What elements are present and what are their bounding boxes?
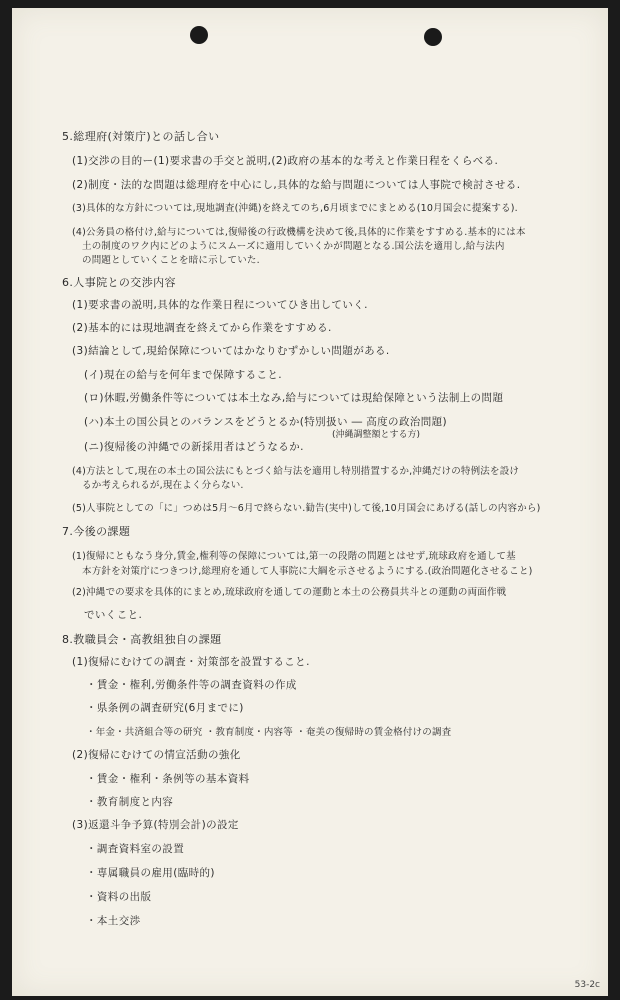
s8-item-3-bullet-3: ・資料の出版 <box>86 891 152 903</box>
s6-item-5: (5)人事院としての「に」つめは5月〜6月で終らない.勧告(実中)して後,10月国会にあげる(話しの内容から) <box>72 503 541 514</box>
s8-item-3: (3)返還斗争予算(特別会計)の設定 <box>72 819 239 831</box>
s7-item-2-line-1: (2)沖縄での要求を具体的にまとめ,琉球政府を通しての運動と本土の公務員共斗との運動の両面作戦 <box>72 587 507 598</box>
s5-item-4-line-2: 土の制度のワク内にどのようにスムーズに適用していくかが問題となる.国公法を適用し,給与法内 <box>82 241 505 252</box>
s8-item-3-bullet-2: ・専属職員の雇用(臨時的) <box>86 867 215 879</box>
s7-item-2-line-2: でいくこと. <box>84 609 143 621</box>
s8-item-2-bullet-1: ・賃金・権利・条例等の基本資料 <box>86 773 250 785</box>
s6-item-3-b: (ロ)休暇,労働条件等については本土なみ,給与については現給保障という法制上の問題 <box>84 392 504 404</box>
catalog-number: 53-2c <box>574 980 600 990</box>
s6-item-4-line-1: (4)方法として,現在の本土の国公法にもとづく給与法を適用し特別措置するか,沖縄だけの特例法を設け <box>72 466 520 477</box>
section-7-heading: 7.今後の課題 <box>62 525 131 538</box>
s8-item-1-bullet-1: ・賃金・権利,労働条件等の調査資料の作成 <box>86 679 297 691</box>
s7-item-1-line-1: (1)復帰にともなう身分,賃金,権利等の保障については,第一の段階の問題とはせず,琉球政府を通して基 <box>72 551 516 562</box>
s5-item-3: (3)具体的な方針については,現地調査(沖縄)を終えてのち,6月頃までにまとめる(10月国会に提案する). <box>72 203 518 214</box>
s8-item-1-bullet-3: ・年金・共済組合等の研究 ・教育制度・内容等 ・奄美の復帰時の賃金格付けの調査 <box>86 727 452 738</box>
s8-item-2-bullet-2: ・教育制度と内容 <box>86 796 174 808</box>
s6-item-2: (2)基本的には現地調査を終えてから作業をすすめる. <box>72 322 332 334</box>
punch-hole-right <box>424 28 442 46</box>
s6-item-3: (3)結論として,現給保障についてはかなりむずかしい問題がある. <box>72 345 390 357</box>
section-8-heading: 8.教職員会・高教組独自の課題 <box>62 633 222 646</box>
s6-item-3-a: (イ)現在の給与を何年まで保障すること. <box>84 369 283 381</box>
document-page <box>12 8 608 996</box>
s6-item-3-c: (ハ)本土の国公員とのバランスをどうとるか(特別扱い ― 高度の政治問題) <box>84 416 448 428</box>
s5-item-2: (2)制度・法的な問題は総理府を中心にし,具体的な給与問題については人事院で検討させる. <box>72 179 521 191</box>
s6-item-3-c-note: (沖縄調整額とする方) <box>332 430 421 440</box>
s8-item-1: (1)復帰にむけての調査・対策部を設置すること. <box>72 656 310 668</box>
s8-item-3-bullet-1: ・調査資料室の設置 <box>86 843 185 855</box>
s6-item-4-line-2: るか考えられるが,現在よく分らない. <box>82 480 244 491</box>
s8-item-1-bullet-2: ・県条例の調査研究(6月までに) <box>86 702 244 714</box>
s6-item-3-d: (ニ)復帰後の沖縄での新採用者はどうなるか. <box>84 441 304 453</box>
s7-item-1-line-2: 本方針を対策庁につきつけ,総理府を通して人事院に大綱を示させるようにする.(政治問題化させること) <box>82 566 533 577</box>
section-5-heading: 5.総理府(対策庁)との話し合い <box>62 130 220 143</box>
punch-hole-left <box>190 26 208 44</box>
s5-item-1: (1)交渉の目的ー(1)要求書の手交と説明,(2)政府の基本的な考えと作業日程をくらべる. <box>72 155 499 167</box>
section-6-heading: 6.人事院との交渉内容 <box>62 276 176 289</box>
s5-item-4-line-1: (4)公务員の格付け,給与については,復帰後の行政機構を決めて後,具体的に作業をすすめる.基本的には本 <box>72 227 526 238</box>
s5-item-4-line-3: の問題としていくことを暗に示していた. <box>82 255 260 266</box>
s8-item-2: (2)復帰にむけての情宣活動の強化 <box>72 749 241 761</box>
s8-item-3-bullet-4: ・本土交渉 <box>86 915 141 927</box>
s6-item-1: (1)要求書の説明,具体的な作業日程についてひき出していく. <box>72 299 368 311</box>
